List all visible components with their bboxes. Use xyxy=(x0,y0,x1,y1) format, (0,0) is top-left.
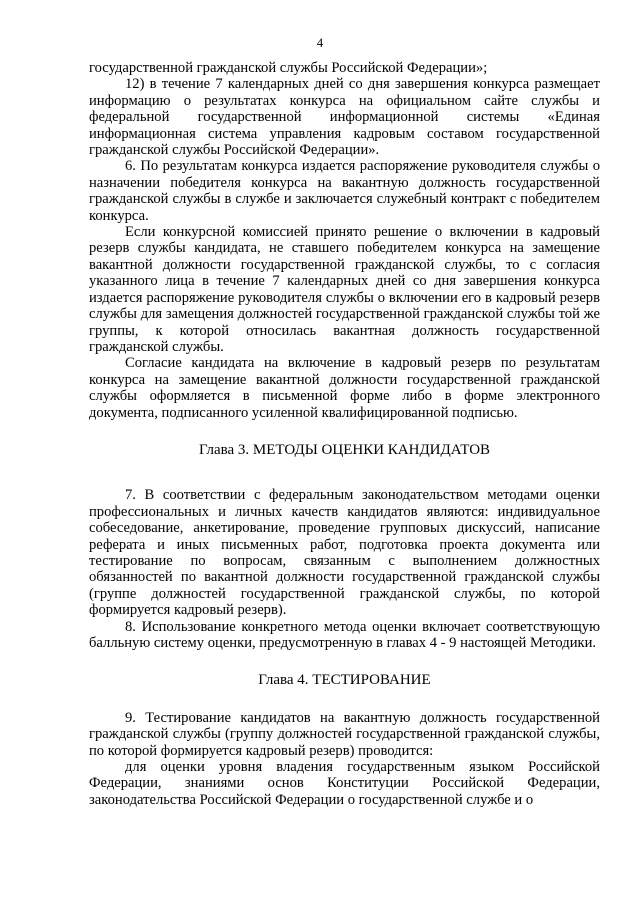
page-number: 4 xyxy=(316,36,324,50)
paragraph-testing-purpose: для оценки уровня владения государственным языком Российской Федерации, знаниями основ Конституции Российской Федерации, законодательства Российской Федерации о государственной службе и о xyxy=(89,759,600,808)
paragraph-7: 7. В соответствии с федеральным законодательством методами оценки профессиональных и личных качеств кандидатов являются: индивидуальное собеседование, анкетирование, проведение групповых дискуссий, написание реферата и иных письменных работ, подготовка проекта документа или тестирование по вопросам, связанным с выполнением должностных обязанностей по вакантной должности государственной гражданской службы (группе должностей государственной гражданской службы, по которой формируется кадровый резерв). xyxy=(89,487,600,619)
paragraph-reserve-consent: Согласие кандидата на включение в кадровый резерв по результатам конкурса на замещение вакантной должности государственной гражданской службы оформляется в письменной форме либо в форме электронного документа, подписанного усиленной квалифицированной подписью. xyxy=(89,355,600,421)
paragraph-6: 6. По результатам конкурса издается распоряжение руководителя службы о назначении победителя конкурса на вакантную должность государственной гражданской службы в службе и заключается служебный контракт с победителем конкурса. xyxy=(89,158,600,224)
chapter-3-heading: Глава 3. МЕТОДЫ ОЦЕНКИ КАНДИДАТОВ xyxy=(198,441,491,458)
document-body xyxy=(89,60,600,808)
paragraph-continuation: государственной гражданской службы Российской Федерации»; xyxy=(89,60,488,76)
chapter-4-heading: Глава 4. ТЕСТИРОВАНИЕ xyxy=(258,672,431,689)
paragraph-item-12: 12) в течение 7 календарных дней со дня завершения конкурса размещает информацию о результатах конкурса на официальном сайте службы и федеральной государственной информационной системы «Единая информационная система управления кадровым составом государственной гражданской службы Российской Федерации». xyxy=(89,76,600,159)
paragraph-reserve-decision: Если конкурсной комиссией принято решение о включении в кадровый резерв службы кандидата, не ставшего победителем конкурса на замещение вакантной должности государственной гражданской службы, то с согласия указанного лица в течение 7 календарных дней со дня завершения конкурса издается распоряжение руководителя службы о включении его в кадровый резерв службы для замещения должностей государственной гражданской службы той же группы, к которой относилась вакантная должность государственной гражданской службы. xyxy=(89,224,600,355)
paragraph-8: 8. Использование конкретного метода оценки включает соответствующую балльную систему оценки, предусмотренную в главах 4 - 9 настоящей Методики. xyxy=(89,618,600,651)
paragraph-9: 9. Тестирование кандидатов на вакантную должность государственной гражданской службы (группу должностей государственной гражданской службы, по которой формируется кадровый резерв) проводится: xyxy=(89,709,600,759)
